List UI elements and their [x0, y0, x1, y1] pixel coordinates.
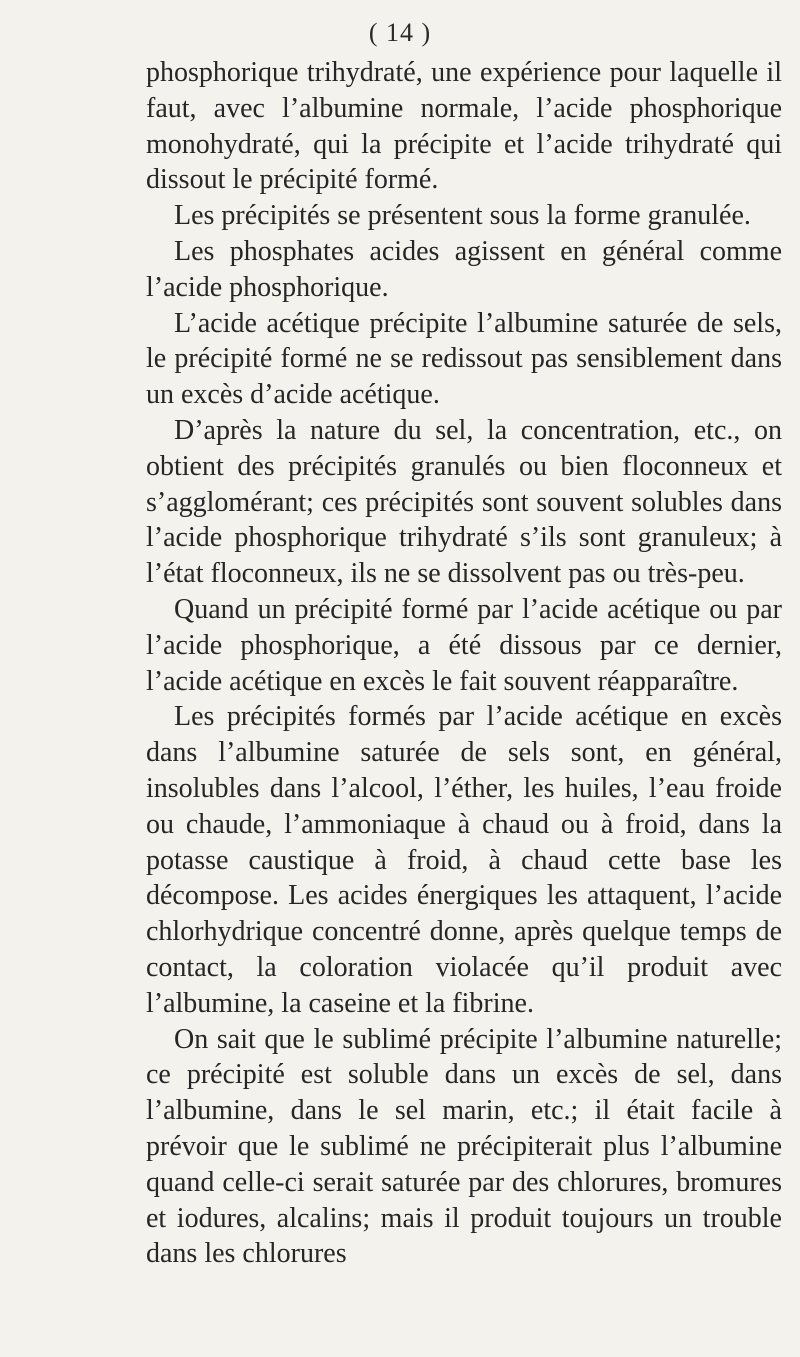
paragraph-5: D’après la nature du sel, la concentration, etc., on obtient des précipités granulés ou bien floconneux et s’agglomérant; ces précipités sont souvent solubles dans l’acide phosphorique trihydraté s’ils sont granuleux; à l’état floconneux, ils ne se dissolvent pas ou très-peu. — [146, 414, 782, 590]
paragraph-3: Les phosphates acides agissent en général comme l’acide phosphorique. — [146, 235, 782, 303]
paragraph-8: On sait que le sublimé précipite l’albumine naturelle; ce précipité est soluble dans un excès de sel, dans l’albumine, dans le sel marin, etc.; il était facile à prévoir que le sublimé ne précipiterait plus l’albumine quand celle-ci serait saturée par des chlorures, bromures et iodures, alcalins; mais il produit toujours un trouble dans les chlorures — [146, 1023, 782, 1270]
paragraph-7: Les précipités formés par l’acide acétique en excès dans l’albumine saturée de sels sont, en général, insolubles dans l’alcool, l’éther, les huiles, l’eau froide ou chaude, l’ammoniaque à chaud ou à froid, dans la potasse caustique à froid, à chaud cette base les décompose. Les acides énergiques les attaquent, l’acide chlorhydrique concentré donne, après quelque temps de contact, la coloration violacée qu’il produit avec l’albumine, la caseine et la fibrine. — [146, 701, 782, 1019]
paragraph-2: Les précipités se présentent sous la forme granulée. — [174, 200, 751, 232]
paragraph-4: L’acide acétique précipite l’albumine saturée de sels, le précipité formé ne se redissout pas sensiblement dans un excès d’acide acétique. — [146, 307, 782, 411]
paragraph-6: Quand un précipité formé par l’acide acétique ou par l’acide phosphorique, a été dissous par ce dernier, l’acide acétique en excès le fait souvent réapparaître. — [146, 593, 782, 697]
page-number: ( 14 ) — [368, 18, 432, 47]
paragraph-1: phosphorique trihydraté, une expérience pour laquelle il faut, avec l’albumine normale, l’acide phosphorique monohydraté, qui la précipite et l’acide trihydraté qui dissout le précipité formé. — [146, 57, 782, 196]
body-text — [146, 55, 782, 1272]
